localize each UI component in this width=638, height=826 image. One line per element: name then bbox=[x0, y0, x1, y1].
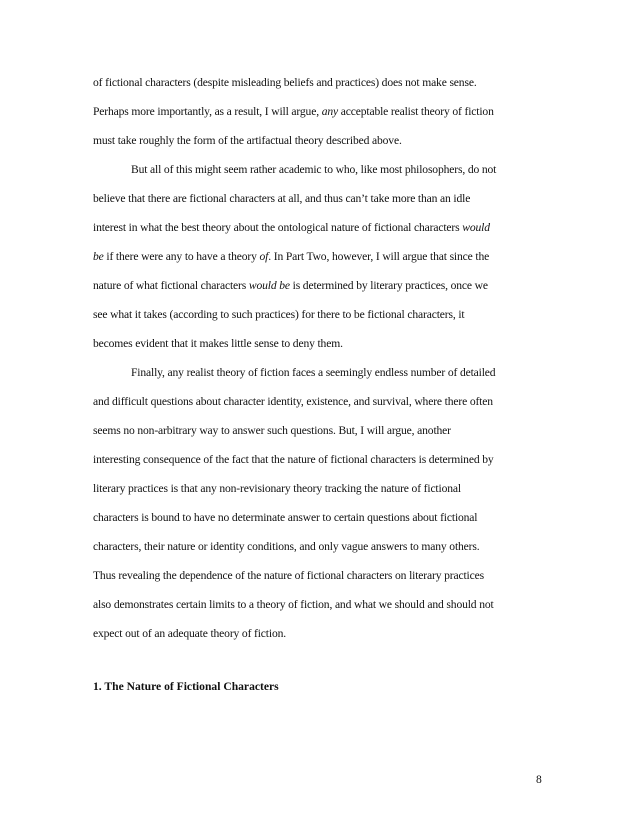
emphasis: would be bbox=[248, 279, 290, 292]
text-line: literary practices is that any non-revisionary theory tracking the nature of fictional bbox=[93, 482, 461, 495]
text-line: Finally, any realist theory of fiction faces a seemingly endless number of detailed bbox=[131, 366, 496, 379]
text-line: interest in what the best theory about the ontological nature of fictional characters would bbox=[93, 221, 490, 234]
text-line: must take roughly the form of the artifactual theory described above. bbox=[93, 134, 402, 147]
text-line: see what it takes (according to such practices) for there to be fictional characters, it bbox=[93, 308, 465, 321]
text-line: be if there were any to have a theory of. In Part Two, however, I will argue that since the bbox=[93, 250, 490, 263]
text-line: also demonstrates certain limits to a theory of fiction, and what we should and should not bbox=[93, 598, 494, 611]
emphasis: would bbox=[462, 221, 490, 234]
text-line: of fictional characters (despite misleading beliefs and practices) does not make sense. bbox=[93, 76, 477, 89]
text-line: expect out of an adequate theory of fiction. bbox=[93, 627, 286, 640]
emphasis: be bbox=[93, 250, 104, 263]
text-line: nature of what fictional characters would be is determined by literary practices, once we bbox=[93, 279, 488, 292]
page-number: 8 bbox=[536, 773, 542, 786]
emphasis: any bbox=[321, 105, 338, 118]
text-line: Thus revealing the dependence of the nature of fictional characters on literary practices bbox=[93, 569, 484, 582]
text-line: characters is bound to have no determinate answer to certain questions about fictional bbox=[93, 511, 478, 524]
text-line: and difficult questions about character identity, existence, and survival, where there often bbox=[93, 395, 493, 408]
text-line: But all of this might seem rather academic to who, like most philosophers, do not bbox=[131, 163, 497, 176]
emphasis: of bbox=[259, 250, 269, 263]
text-line: seems no non-arbitrary way to answer such questions. But, I will argue, another bbox=[93, 424, 451, 437]
section-heading: 1. The Nature of Fictional Characters bbox=[93, 680, 279, 693]
text-line: interesting consequence of the fact that the nature of fictional characters is determined by bbox=[93, 453, 494, 466]
text-line: Perhaps more importantly, as a result, I will argue, any acceptable realist theory of fiction bbox=[93, 105, 494, 118]
text-line: characters, their nature or identity conditions, and only vague answers to many others. bbox=[93, 540, 480, 553]
text-line: believe that there are fictional characters at all, and thus can’t take more than an idle bbox=[93, 192, 471, 205]
text-line: becomes evident that it makes little sense to deny them. bbox=[93, 337, 343, 350]
